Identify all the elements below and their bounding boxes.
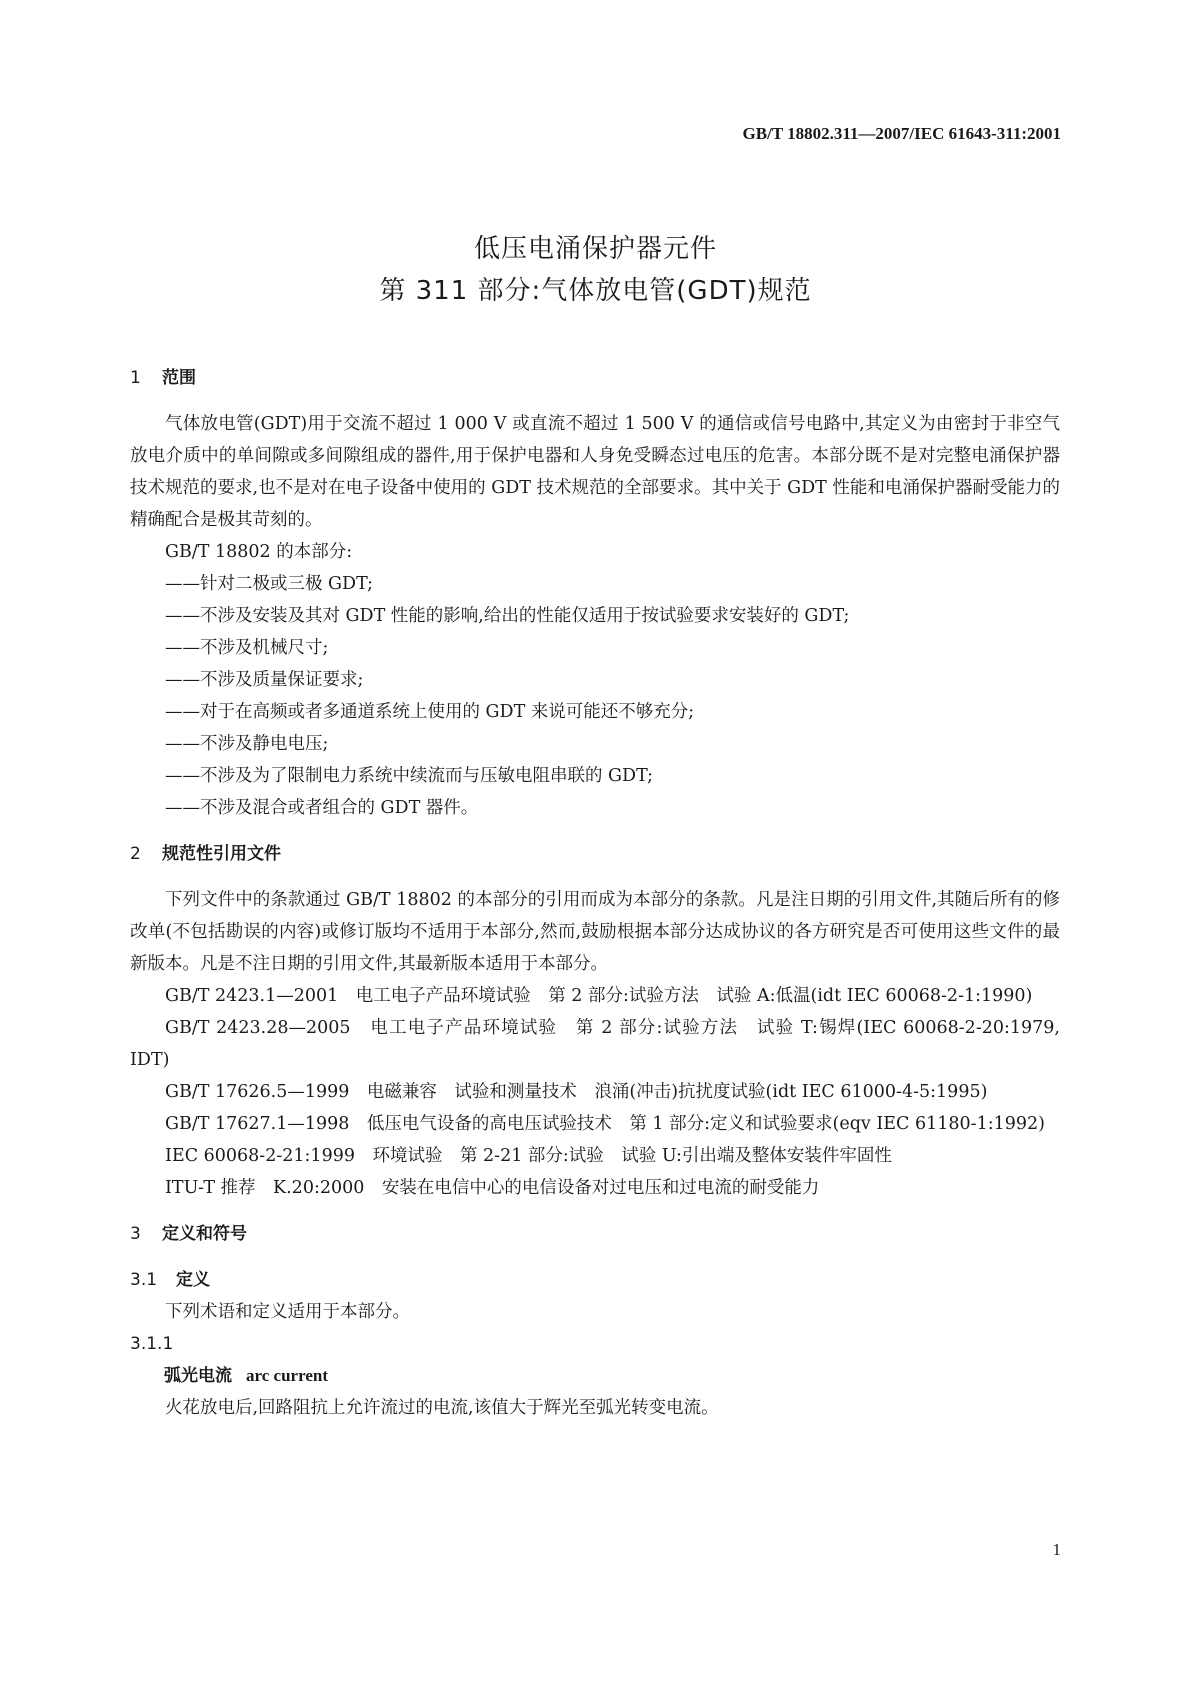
- list-item: ——针对二极或三极 GDT;: [165, 574, 374, 594]
- list-item: ——不涉及机械尺寸;: [165, 638, 329, 658]
- section-title: 规范性引用文件: [162, 844, 281, 864]
- reference-item: GB/T 17627.1—1998 低压电气设备的高电压试验技术 第 1 部分:定义和试验要求(eqv IEC 61180-1:1992): [165, 1114, 1045, 1134]
- list-item: ——不涉及安装及其对 GDT 性能的影响,给出的性能仅适用于按试验要求安装好的 GDT;: [165, 606, 850, 626]
- term-number: 3.1.1: [130, 1334, 174, 1354]
- document-body: [130, 362, 1060, 1424]
- page-number: 1: [1052, 1540, 1061, 1559]
- section-3-heading: [130, 1218, 1060, 1250]
- list-item: ——不涉及质量保证要求;: [165, 670, 364, 690]
- list-item: ——不涉及混合或者组合的 GDT 器件。: [165, 798, 479, 818]
- definitions-intro: 下列术语和定义适用于本部分。: [165, 1302, 410, 1322]
- scope-lead: GB/T 18802 的本部分:: [165, 542, 353, 562]
- section-number: 3: [130, 1224, 141, 1244]
- document-title-line2: 第 311 部分:气体放电管(GDT)规范: [379, 276, 812, 306]
- standard-number: GB/T 18802.311—2007/IEC 61643-311:2001: [742, 124, 1061, 143]
- reference-item: GB/T 2423.28—2005 电工电子产品环境试验 第 2 部分:试验方法 试验 T:锡焊(IEC 60068-2-20:1979, IDT): [130, 1018, 1060, 1070]
- section-number: 2: [130, 844, 141, 864]
- section-2-heading: [130, 838, 1060, 870]
- subsection-3-1-heading: [130, 1264, 1060, 1296]
- reference-item: GB/T 17626.5—1999 电磁兼容 试验和测量技术 浪涌(冲击)抗扰度试验(idt IEC 61000-4-5:1995): [165, 1082, 988, 1102]
- reference-item: ITU-T 推荐 K.20:2000 安装在电信中心的电信设备对过电压和过电流的耐受能力: [165, 1178, 820, 1198]
- references-paragraph: 下列文件中的条款通过 GB/T 18802 的本部分的引用而成为本部分的条款。凡是注日期的引用文件,其随后所有的修改单(不包括勘误的内容)或修订版均不适用于本部分,然而,鼓励根据本部分达成协议的各方研究是否可使用这些文件的最新版本。凡是不注日期的引用文件,其最新版本适用于本部分。: [130, 890, 1060, 974]
- scope-paragraph: 气体放电管(GDT)用于交流不超过 1 000 V 或直流不超过 1 500 V 的通信或信号电路中,其定义为由密封于非空气放电介质中的单间隙或多间隙组成的器件,用于保护电器和人身免受瞬态过电压的危害。本部分既不是对完整电涌保护器技术规范的要求,也不是对在电子设备中使用的 GDT 技术规范的全部要求。其中关于 GDT 性能和电涌保护器耐受能力的精确配合是极其苛刻的。: [130, 414, 1060, 530]
- section-title: 范围: [162, 368, 196, 388]
- reference-item: IEC 60068-2-21:1999 环境试验 第 2-21 部分:试验 试验 U:引出端及整体安装件牢固性: [165, 1146, 892, 1166]
- reference-item: GB/T 2423.1—2001 电工电子产品环境试验 第 2 部分:试验方法 试验 A:低温(idt IEC 60068-2-1:1990): [165, 986, 1033, 1006]
- section-title: 定义和符号: [162, 1224, 247, 1244]
- subsection-number: 3.1: [130, 1270, 158, 1290]
- list-item: ——不涉及静电电压;: [165, 734, 329, 754]
- term-chinese: 弧光电流: [164, 1366, 232, 1386]
- section-number: 1: [130, 368, 141, 388]
- section-1-heading: [130, 362, 1060, 394]
- term-heading: [130, 1360, 1060, 1392]
- term-english: arc current: [246, 1366, 328, 1385]
- document-title-line1: 低压电涌保护器元件: [473, 234, 717, 264]
- term-definition: 火花放电后,回路阻抗上允许流过的电流,该值大于辉光至弧光转变电流。: [165, 1398, 719, 1418]
- list-item: ——对于在高频或者多通道系统上使用的 GDT 来说可能还不够充分;: [165, 702, 695, 722]
- subsection-title: 定义: [176, 1270, 210, 1290]
- list-item: ——不涉及为了限制电力系统中续流而与压敏电阻串联的 GDT;: [165, 766, 654, 786]
